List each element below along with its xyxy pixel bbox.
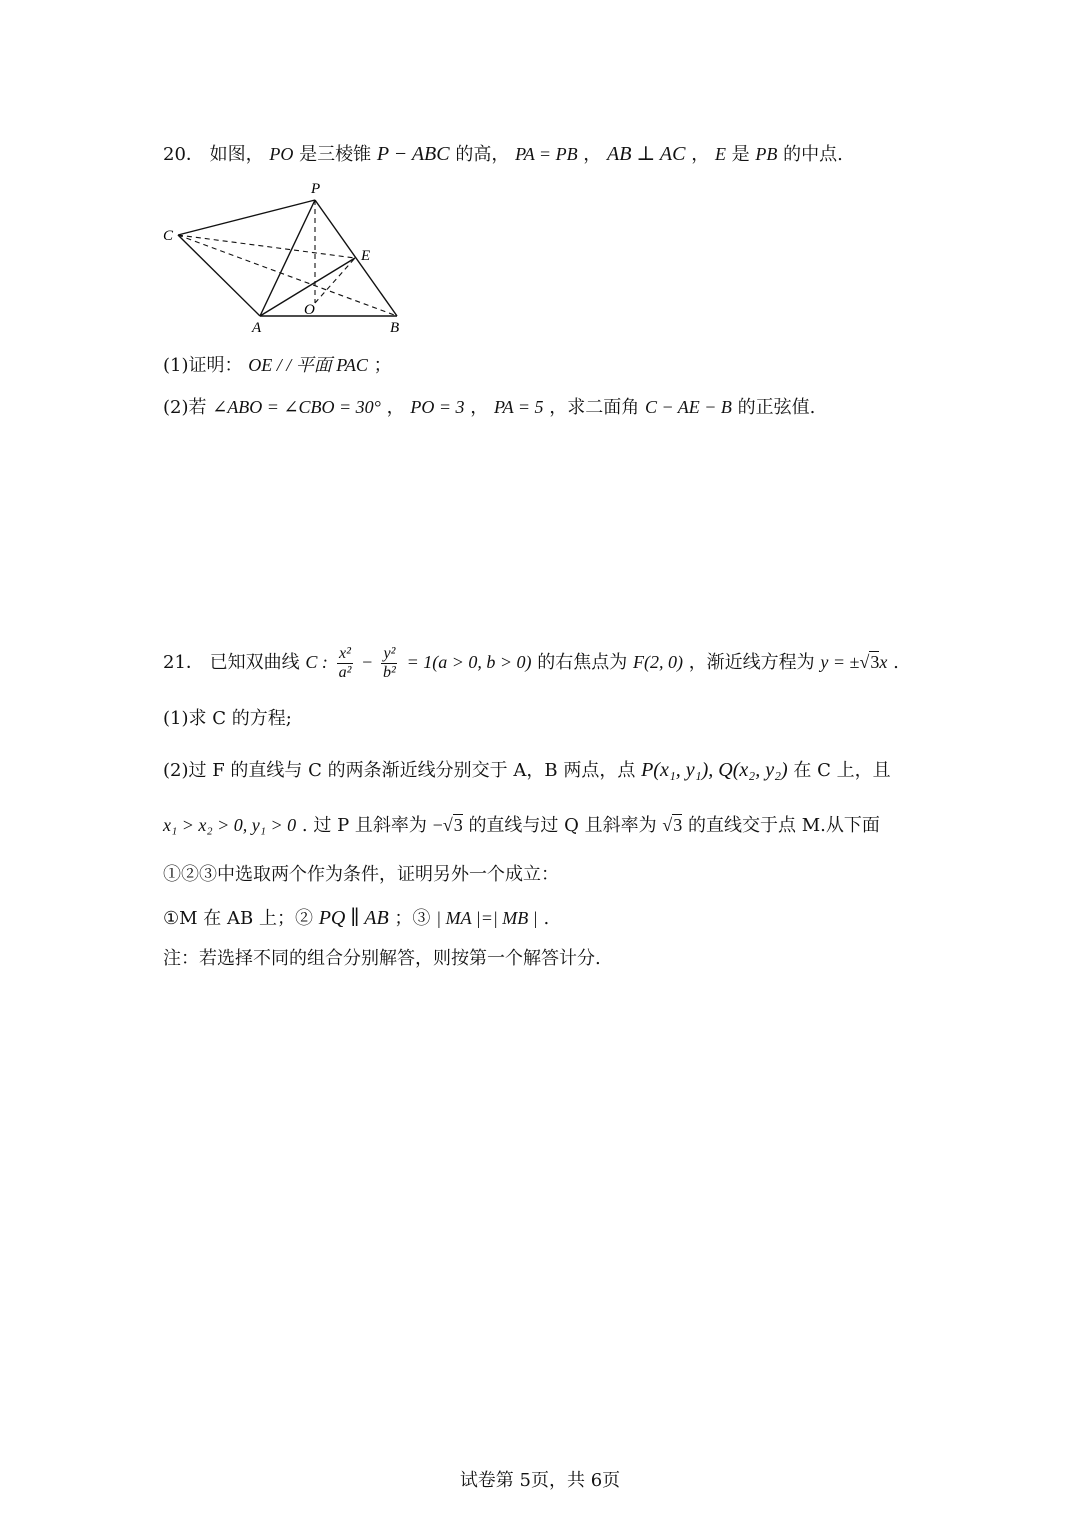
edge-CA xyxy=(178,235,260,316)
fraction-y2-b2: $\frac{\text{y²}}{\text{b²}}$ xyxy=(383,645,396,681)
q21-choose: ①②③中选取两个作为条件，证明另外一个成立： xyxy=(163,864,559,885)
q21-note: 注：若选择不同的组合分别解答，则按第一个解答计分. xyxy=(163,948,601,969)
q20-number: 20． xyxy=(163,144,204,165)
fraction-x2-a2: $\frac{\text{x²}}{\text{a²}}$ xyxy=(338,645,352,681)
edge-PC xyxy=(178,200,315,235)
q21-number: 21． xyxy=(163,652,204,674)
q20-part2: (2)若 ∠ABO = ∠CBO = 30° ， PO = 3 ， PA = 5 ，求二面角 C − AE − B 的正弦值. xyxy=(163,397,816,418)
q21-options: ①M 在 AB 上；② PQ ∥ AB ；③ | MA |=| MB | . xyxy=(163,907,550,929)
q21-stem: 21． 已知双曲线 C : $\frac{\text{x²}}{\text{a²}}$ − $\frac{\text{y²}}{\text{b²}}$ = 1(a > 0, b > 0) 的右焦点为 F(2, 0) ，渐近线方程为 y = ±√3x . xyxy=(163,645,899,681)
edge-PB xyxy=(315,200,397,316)
q21-part2-line1: (2)过 F 的直线与 C 的两条渐近线分别交于 A，B 两点，点 P(x₁, y₁), Q(x₂, y₂) 在 C 上，且 xyxy=(163,759,891,781)
label-B: B xyxy=(390,320,400,336)
label-E: E xyxy=(361,248,371,264)
dashed-OE xyxy=(315,258,355,303)
label-A: A xyxy=(252,320,262,336)
pyramid-figure xyxy=(160,178,410,338)
q20-stem: 20． 如图， PO 是三棱锥 P − ABC 的高， PA = PB ， AB ⊥ AC ， E 是 PB 的中点. xyxy=(163,143,843,165)
q21-part2-line2: x₁ > x₂ > 0, y₁ > 0 . 过 P 且斜率为 −√3 的直线与过 Q 且斜率为 √3 的直线交于点 M.从下面 xyxy=(163,815,880,836)
q21-part1: (1)求 C 的方程; xyxy=(163,708,292,729)
label-C: C xyxy=(163,228,174,244)
q20-part1: (1)证明： OE / / 平面 PAC ； xyxy=(163,355,392,376)
label-P: P xyxy=(311,181,321,197)
page-footer: 试卷第 5页，共 6页 xyxy=(459,1470,621,1491)
dashed-CE xyxy=(178,235,355,258)
label-O: O xyxy=(304,302,315,318)
